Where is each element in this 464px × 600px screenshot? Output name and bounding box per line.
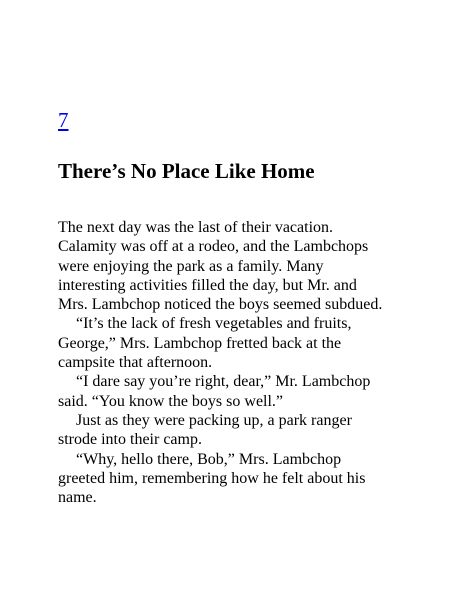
text-line: George,” Mrs. Lambchop fretted back at the [58,334,342,352]
chapter-title: There’s No Place Like Home [58,159,315,183]
text-line: The next day was the last of their vacation. [58,219,334,236]
text-line: were enjoying the park as a family. Many [58,257,324,275]
text-line: campsite that afternoon. [58,354,213,372]
text-line: greeted him, remembering how he felt about his [58,469,366,487]
text-line: strode into their camp. [58,431,202,449]
chapter-body [58,218,418,507]
paragraph-1 [58,218,418,314]
text-line: said. “You know the boys so well.” [58,392,284,410]
paragraph-3 [58,372,418,411]
paragraph-2 [58,314,418,372]
text-line: name. [58,489,97,507]
text-line: Mrs. Lambchop noticed the boys seemed subdued. [58,296,383,314]
text-line: interesting activities filled the day, but Mr. and [58,276,357,294]
text-line: “It’s the lack of fresh vegetables and fruits, [76,315,352,333]
text-line: Just as they were packing up, a park ranger [76,411,352,429]
paragraph-5 [58,450,418,508]
paragraph-4 [58,411,418,450]
text-line: Calamity was off at a rodeo, and the Lambchops [58,238,369,256]
chapter-number-link[interactable]: 7 [58,108,69,132]
text-line: “Why, hello there, Bob,” Mrs. Lambchop [76,450,342,468]
text-line: “I dare say you’re right, dear,” Mr. Lambchop [76,373,371,391]
